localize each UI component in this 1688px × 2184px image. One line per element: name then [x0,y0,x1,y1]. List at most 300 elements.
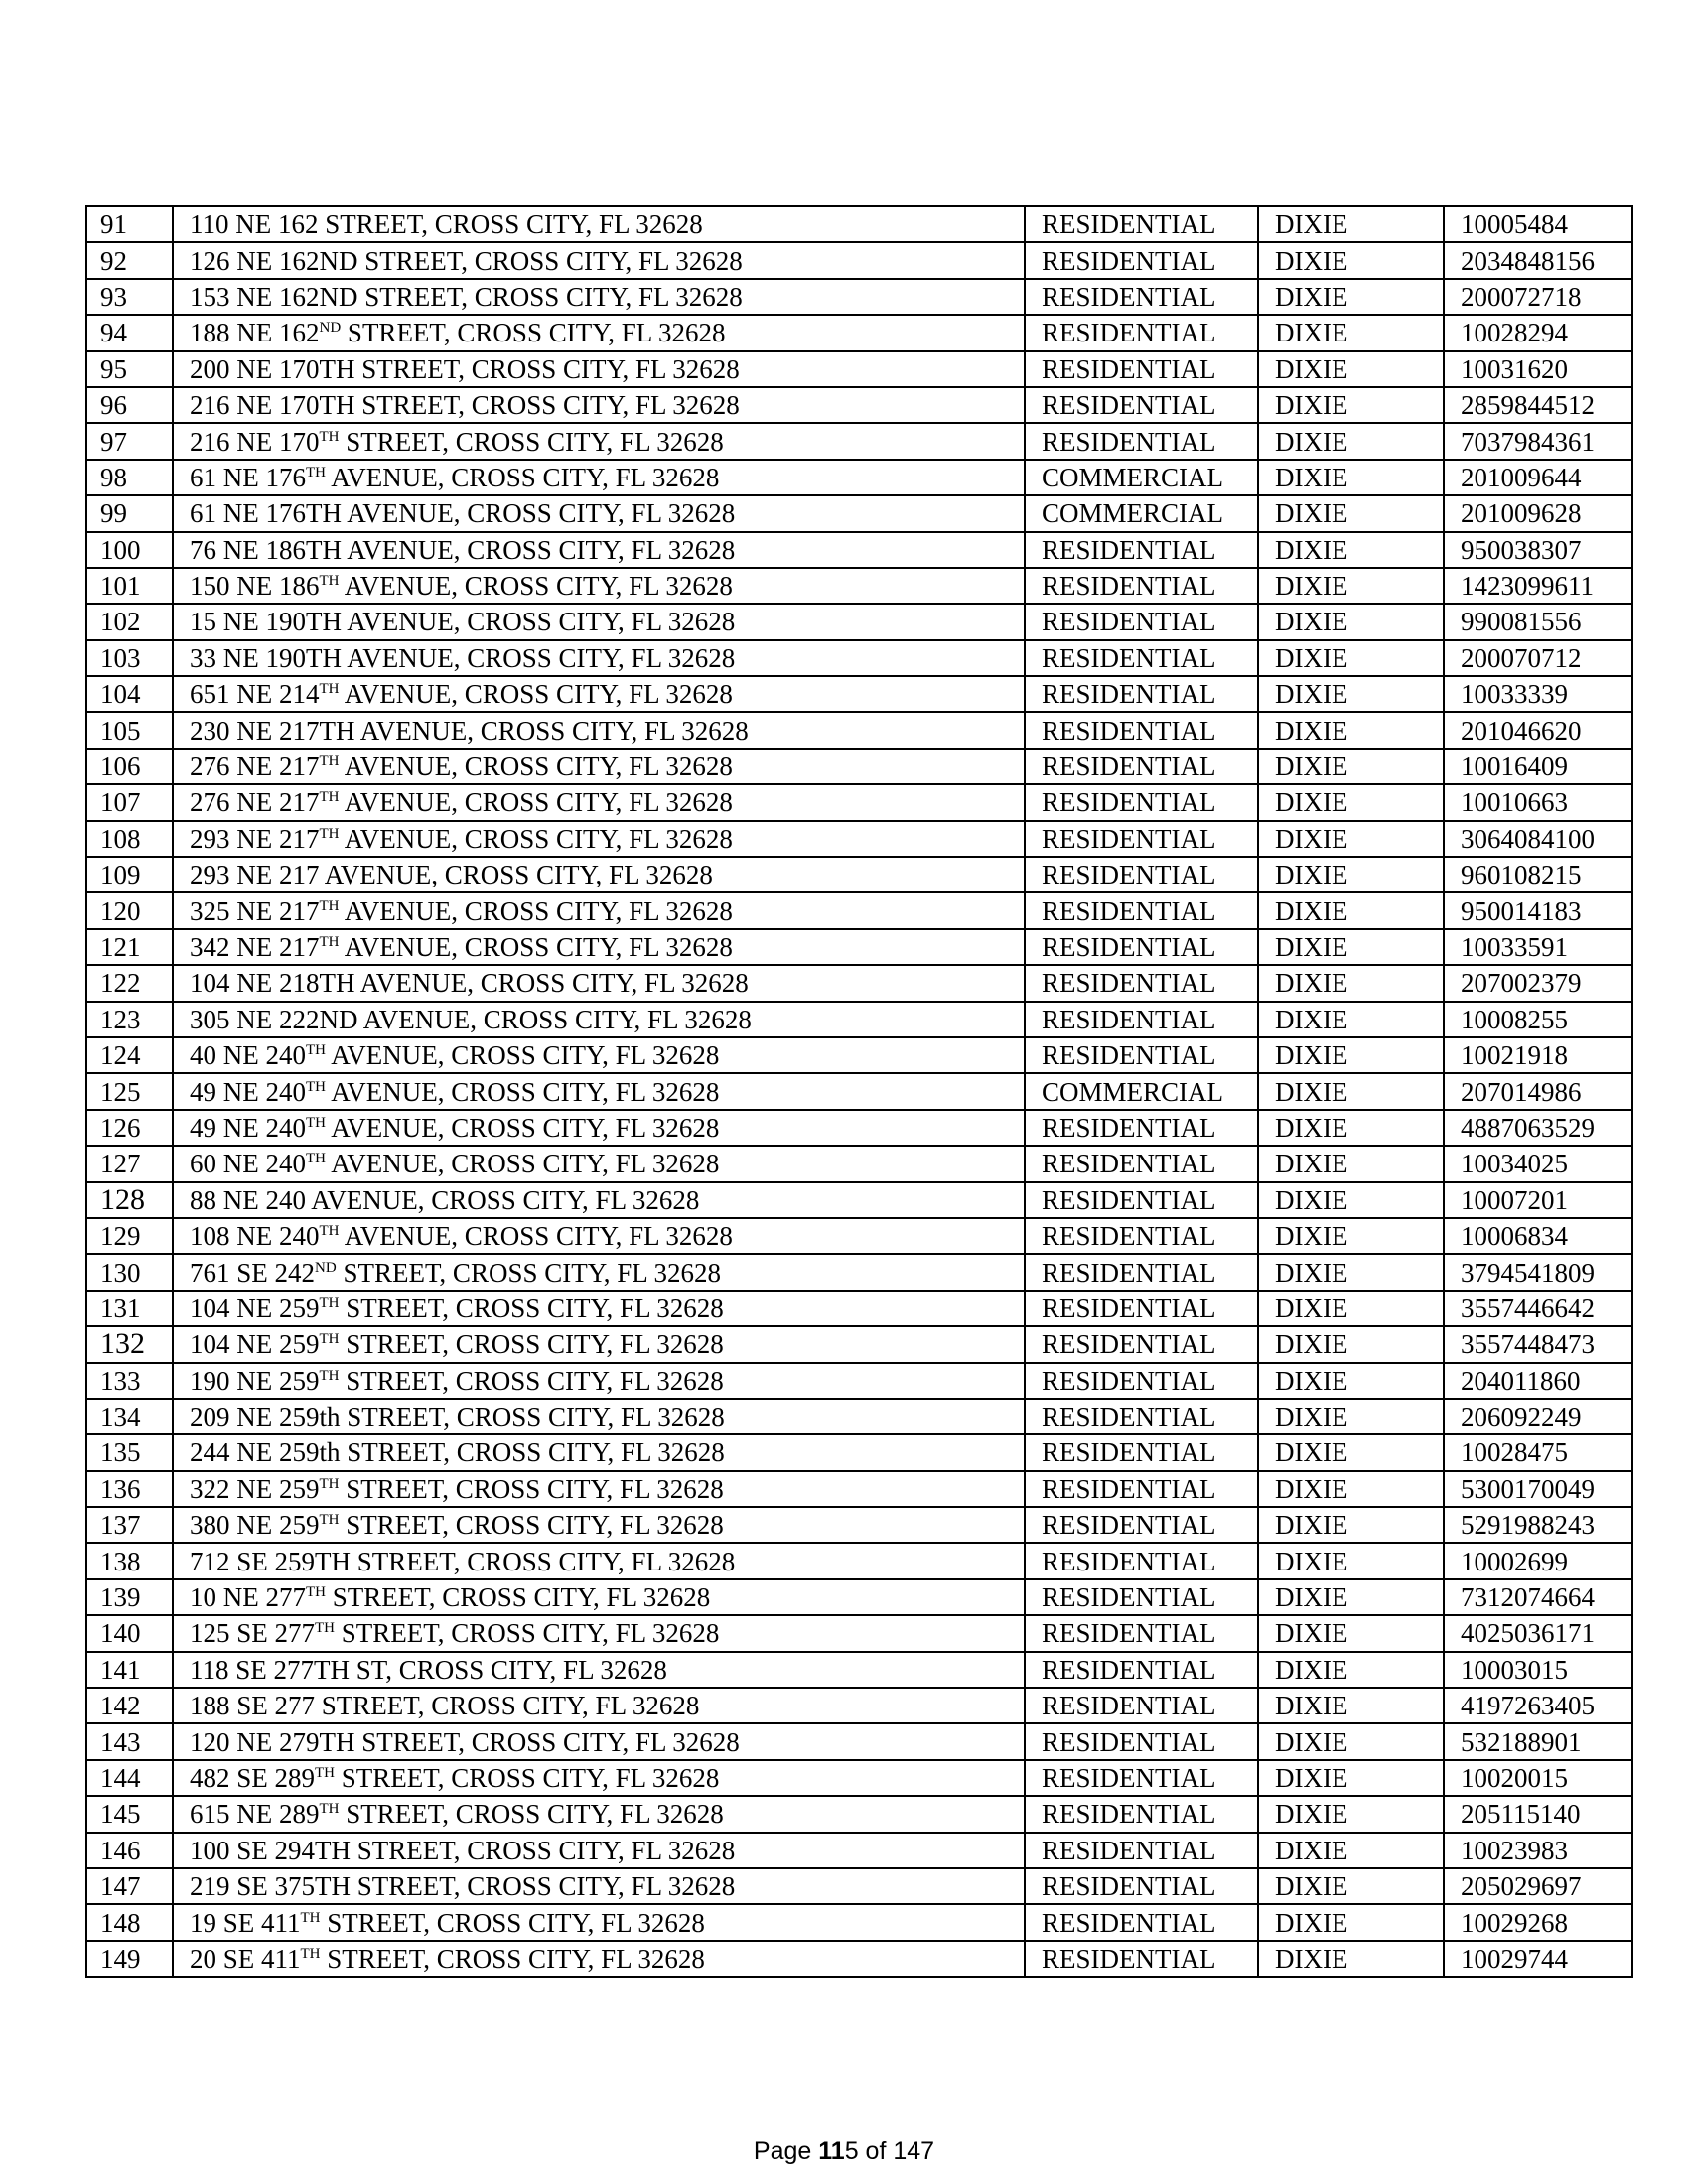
property-type-cell: RESIDENTIAL [1025,712,1258,748]
table-row [86,965,1632,1001]
address-cell [173,1796,1025,1832]
property-type-cell: RESIDENTIAL [1025,423,1258,459]
account-id-cell: 207014986 [1444,1073,1632,1109]
ordinal-suffix: TH [315,1764,336,1781]
row-number-cell: 133 [86,1363,173,1399]
address-text-rest: STREET, CROSS CITY, FL 32628 [339,1293,724,1323]
county-cell: DIXIE [1258,1796,1444,1832]
account-id-cell: 10028294 [1444,315,1632,350]
row-number-cell: 92 [86,242,173,278]
address-text: 651 NE 214 [190,679,320,710]
property-type-cell: RESIDENTIAL [1025,1363,1258,1399]
address-cell [173,676,1025,712]
account-id-cell: 960108215 [1444,857,1632,892]
address-text-rest: STREET, CROSS CITY, FL 32628 [341,318,726,348]
address-cell [173,1363,1025,1399]
address-text: 216 NE 170 [190,426,320,457]
account-id-cell: 206092249 [1444,1399,1632,1434]
address-cell [173,1471,1025,1507]
address-text: 293 NE 217 [190,823,320,854]
table-row [86,892,1632,928]
table-row [86,1904,1632,1940]
footer-prefix: Page [753,2137,819,2165]
row-number-cell: 109 [86,857,173,892]
address-cell [173,1579,1025,1615]
county-cell: DIXIE [1258,1760,1444,1796]
address-text: 216 NE 170TH STREET, CROSS CITY, FL 32628 [190,390,740,421]
address-text-rest: AVENUE, CROSS CITY, FL 32628 [326,1040,720,1071]
address-cell [173,1037,1025,1073]
row-number-cell: 132 [86,1326,173,1362]
address-text-rest: AVENUE, CROSS CITY, FL 32628 [339,895,733,926]
county-cell: DIXIE [1258,1254,1444,1290]
address-text: 230 NE 217TH AVENUE, CROSS CITY, FL 32628 [190,715,749,746]
table-row [86,1326,1632,1362]
property-type-cell: RESIDENTIAL [1025,929,1258,965]
ordinal-suffix: TH [319,753,340,770]
county-cell: DIXIE [1258,206,1444,242]
table-row [86,1399,1632,1434]
table-row [86,387,1632,423]
table-row [86,1073,1632,1109]
ordinal-suffix: ND [319,320,342,337]
table-row [86,1110,1632,1146]
table-row [86,640,1632,676]
table-row [86,1507,1632,1543]
property-type-cell: RESIDENTIAL [1025,1833,1258,1868]
property-type-cell: RESIDENTIAL [1025,315,1258,350]
address-text-rest: AVENUE, CROSS CITY, FL 32628 [326,462,720,492]
county-cell: DIXIE [1258,676,1444,712]
property-type-cell: RESIDENTIAL [1025,568,1258,604]
address-cell [173,1904,1025,1940]
address-cell [173,532,1025,568]
address-text-rest: AVENUE, CROSS CITY, FL 32628 [339,823,733,854]
address-cell [173,1652,1025,1688]
table-row [86,929,1632,965]
address-cell [173,1543,1025,1578]
account-id-cell: 10034025 [1444,1146,1632,1181]
address-cell [173,640,1025,676]
address-cell [173,1146,1025,1181]
property-type-cell: RESIDENTIAL [1025,1291,1258,1326]
ordinal-suffix: TH [306,1078,326,1095]
address-text: 482 SE 289 [190,1762,316,1793]
county-cell: DIXIE [1258,460,1444,495]
row-number-cell: 103 [86,640,173,676]
table-row [86,1615,1632,1651]
table-row [86,1652,1632,1688]
row-number-cell: 146 [86,1833,173,1868]
property-type-cell: RESIDENTIAL [1025,1254,1258,1290]
address-text: 219 SE 375TH STREET, CROSS CITY, FL 32628 [190,1871,736,1902]
county-cell: DIXIE [1258,821,1444,857]
property-type-cell: RESIDENTIAL [1025,1507,1258,1543]
county-cell: DIXIE [1258,1833,1444,1868]
table-row [86,1182,1632,1218]
property-type-cell: RESIDENTIAL [1025,1218,1258,1254]
address-cell [173,351,1025,387]
records-table-body [86,206,1632,1977]
account-id-cell: 3064084100 [1444,821,1632,857]
table-row [86,784,1632,820]
address-cell [173,712,1025,748]
property-type-cell: RESIDENTIAL [1025,1326,1258,1362]
account-id-cell: 7037984361 [1444,423,1632,459]
address-cell [173,1507,1025,1543]
address-cell [173,1254,1025,1290]
property-type-cell: RESIDENTIAL [1025,1002,1258,1037]
ordinal-suffix: TH [300,1945,321,1962]
row-number-cell: 120 [86,892,173,928]
table-row [86,749,1632,784]
address-text: 100 SE 294TH STREET, CROSS CITY, FL 32628 [190,1835,736,1865]
table-row [86,532,1632,568]
property-type-cell: RESIDENTIAL [1025,604,1258,639]
county-cell: DIXIE [1258,279,1444,315]
county-cell: DIXIE [1258,784,1444,820]
property-type-cell: RESIDENTIAL [1025,279,1258,315]
row-number-cell: 136 [86,1471,173,1507]
county-cell: DIXIE [1258,495,1444,531]
account-id-cell: 5300170049 [1444,1471,1632,1507]
row-number-cell: 96 [86,387,173,423]
county-cell: DIXIE [1258,712,1444,748]
row-number-cell: 140 [86,1615,173,1651]
ordinal-suffix: TH [319,789,340,806]
table-row [86,1434,1632,1470]
property-type-cell: COMMERCIAL [1025,495,1258,531]
address-text: 15 NE 190TH AVENUE, CROSS CITY, FL 32628 [190,607,736,637]
address-cell [173,857,1025,892]
address-cell [173,460,1025,495]
row-number-cell: 102 [86,604,173,639]
county-cell: DIXIE [1258,1434,1444,1470]
address-cell [173,568,1025,604]
row-number-cell: 100 [86,532,173,568]
ordinal-suffix: TH [315,1620,336,1637]
address-cell [173,1002,1025,1037]
address-text-rest: STREET, CROSS CITY, FL 32628 [336,1257,721,1288]
row-number-cell: 137 [86,1507,173,1543]
property-type-cell: RESIDENTIAL [1025,1110,1258,1146]
address-text: 19 SE 411 [190,1907,301,1938]
property-type-cell: RESIDENTIAL [1025,1688,1258,1723]
property-type-cell: RESIDENTIAL [1025,821,1258,857]
table-row [86,1037,1632,1073]
county-cell: DIXIE [1258,1941,1444,1977]
row-number-cell: 108 [86,821,173,857]
address-cell [173,1760,1025,1796]
address-text-rest: STREET, CROSS CITY, FL 32628 [335,1762,720,1793]
address-cell [173,279,1025,315]
account-id-cell: 204011860 [1444,1363,1632,1399]
table-row [86,676,1632,712]
property-type-cell: RESIDENTIAL [1025,387,1258,423]
ordinal-suffix: TH [319,1475,340,1492]
address-cell [173,1833,1025,1868]
address-text: 293 NE 217 AVENUE, CROSS CITY, FL 32628 [190,860,713,890]
address-cell [173,749,1025,784]
table-row [86,423,1632,459]
address-cell [173,1399,1025,1434]
address-text: 110 NE 162 STREET, CROSS CITY, FL 32628 [190,209,703,240]
address-text: 188 NE 162 [190,318,320,348]
row-number-cell: 134 [86,1399,173,1434]
address-text: 305 NE 222ND AVENUE, CROSS CITY, FL 32628 [190,1004,752,1034]
table-row [86,1543,1632,1578]
ordinal-suffix: TH [319,1331,340,1348]
account-id-cell: 3794541809 [1444,1254,1632,1290]
county-cell: DIXIE [1258,892,1444,928]
address-text: 209 NE 259th STREET, CROSS CITY, FL 32628 [190,1402,725,1433]
account-id-cell: 10031620 [1444,351,1632,387]
account-id-cell: 10033339 [1444,676,1632,712]
table-row [86,1868,1632,1904]
address-cell [173,929,1025,965]
table-row [86,351,1632,387]
account-id-cell: 10016409 [1444,749,1632,784]
account-id-cell: 4197263405 [1444,1688,1632,1723]
address-cell [173,495,1025,531]
address-text-rest: STREET, CROSS CITY, FL 32628 [339,1329,724,1360]
footer-page-rest: 5 [844,2137,859,2165]
address-text-rest: AVENUE, CROSS CITY, FL 32628 [339,571,733,602]
address-text: 150 NE 186 [190,571,320,602]
account-id-cell: 201046620 [1444,712,1632,748]
account-id-cell: 10006834 [1444,1218,1632,1254]
address-cell [173,1110,1025,1146]
address-text: 76 NE 186TH AVENUE, CROSS CITY, FL 32628 [190,534,736,565]
address-text: 88 NE 240 AVENUE, CROSS CITY, FL 32628 [190,1184,700,1215]
account-id-cell: 200070712 [1444,640,1632,676]
address-text: 244 NE 259th STREET, CROSS CITY, FL 32628 [190,1437,725,1468]
address-cell [173,965,1025,1001]
row-number-cell: 97 [86,423,173,459]
address-text: 61 NE 176 [190,462,306,492]
row-number-cell: 93 [86,279,173,315]
county-cell: DIXIE [1258,604,1444,639]
row-number-cell: 123 [86,1002,173,1037]
table-row [86,1579,1632,1615]
row-number-cell: 147 [86,1868,173,1904]
account-id-cell: 205115140 [1444,1796,1632,1832]
county-cell: DIXIE [1258,1868,1444,1904]
account-id-cell: 4025036171 [1444,1615,1632,1651]
account-id-cell: 2859844512 [1444,387,1632,423]
county-cell: DIXIE [1258,1363,1444,1399]
account-id-cell: 1423099611 [1444,568,1632,604]
table-row [86,1688,1632,1723]
table-row [86,495,1632,531]
ordinal-suffix: TH [319,1367,340,1384]
county-cell: DIXIE [1258,1471,1444,1507]
county-cell: DIXIE [1258,423,1444,459]
account-id-cell: 950014183 [1444,892,1632,928]
address-text-rest: AVENUE, CROSS CITY, FL 32628 [339,932,733,962]
address-cell [173,1218,1025,1254]
account-id-cell: 4887063529 [1444,1110,1632,1146]
row-number-cell: 94 [86,315,173,350]
address-text: 153 NE 162ND STREET, CROSS CITY, FL 32628 [190,281,743,312]
address-text: 61 NE 176TH AVENUE, CROSS CITY, FL 32628 [190,498,736,529]
county-cell: DIXIE [1258,568,1444,604]
address-cell [173,242,1025,278]
property-type-cell: RESIDENTIAL [1025,749,1258,784]
property-type-cell: RESIDENTIAL [1025,1146,1258,1181]
property-type-cell: RESIDENTIAL [1025,1941,1258,1977]
address-text: 190 NE 259 [190,1365,320,1396]
table-row [86,1146,1632,1181]
address-text-rest: STREET, CROSS CITY, FL 32628 [326,1582,711,1613]
row-number-cell: 91 [86,206,173,242]
address-text-rest: AVENUE, CROSS CITY, FL 32628 [339,787,733,818]
property-type-cell: RESIDENTIAL [1025,532,1258,568]
table-row [86,1760,1632,1796]
address-text: 49 NE 240 [190,1112,306,1143]
ordinal-suffix: TH [306,464,326,480]
table-row [86,1254,1632,1290]
table-row [86,1291,1632,1326]
row-number-cell: 144 [86,1760,173,1796]
address-text-rest: AVENUE, CROSS CITY, FL 32628 [339,1221,733,1252]
address-text-rest: AVENUE, CROSS CITY, FL 32628 [339,679,733,710]
address-text: 104 NE 218TH AVENUE, CROSS CITY, FL 32628 [190,968,749,999]
table-row [86,1218,1632,1254]
address-text: 104 NE 259 [190,1293,320,1323]
county-cell: DIXIE [1258,1146,1444,1181]
county-cell: DIXIE [1258,1002,1444,1037]
account-id-cell: 7312074664 [1444,1579,1632,1615]
property-type-cell: COMMERCIAL [1025,1073,1258,1109]
property-type-cell: RESIDENTIAL [1025,242,1258,278]
account-id-cell: 3557446642 [1444,1291,1632,1326]
row-number-cell: 107 [86,784,173,820]
ordinal-suffix: TH [319,428,340,445]
address-cell [173,315,1025,350]
table-row [86,279,1632,315]
account-id-cell: 201009644 [1444,460,1632,495]
property-type-cell: RESIDENTIAL [1025,1182,1258,1218]
county-cell: DIXIE [1258,315,1444,350]
county-cell: DIXIE [1258,1291,1444,1326]
footer-page-bold: 11 [818,2137,845,2165]
county-cell: DIXIE [1258,1688,1444,1723]
address-text: 325 NE 217 [190,895,320,926]
address-text: 33 NE 190TH AVENUE, CROSS CITY, FL 32628 [190,642,736,673]
account-id-cell: 990081556 [1444,604,1632,639]
property-type-cell: RESIDENTIAL [1025,965,1258,1001]
property-type-cell: RESIDENTIAL [1025,1543,1258,1578]
row-number-cell: 98 [86,460,173,495]
county-cell: DIXIE [1258,1904,1444,1940]
address-text: 188 SE 277 STREET, CROSS CITY, FL 32628 [190,1691,700,1721]
table-row [86,206,1632,242]
row-number-cell: 125 [86,1073,173,1109]
row-number-cell: 104 [86,676,173,712]
address-text: 125 SE 277 [190,1618,316,1649]
account-id-cell: 10010663 [1444,784,1632,820]
account-id-cell: 10029268 [1444,1904,1632,1940]
account-id-cell: 532188901 [1444,1723,1632,1759]
address-text: 276 NE 217 [190,787,320,818]
row-number-cell: 149 [86,1941,173,1977]
ordinal-suffix: TH [319,573,340,590]
ordinal-suffix: TH [319,897,340,914]
county-cell: DIXIE [1258,1399,1444,1434]
address-cell [173,387,1025,423]
address-text: 20 SE 411 [190,1943,301,1974]
address-text-rest: STREET, CROSS CITY, FL 32628 [320,1907,705,1938]
table-row [86,460,1632,495]
row-number-cell: 143 [86,1723,173,1759]
account-id-cell: 201009628 [1444,495,1632,531]
account-id-cell: 950038307 [1444,532,1632,568]
address-text-rest: STREET, CROSS CITY, FL 32628 [339,1473,724,1504]
county-cell: DIXIE [1258,387,1444,423]
ordinal-suffix: TH [306,1042,326,1059]
row-number-cell: 129 [86,1218,173,1254]
property-type-cell: RESIDENTIAL [1025,1796,1258,1832]
address-cell [173,423,1025,459]
account-id-cell: 10008255 [1444,1002,1632,1037]
county-cell: DIXIE [1258,1723,1444,1759]
address-text: 126 NE 162ND STREET, CROSS CITY, FL 32628 [190,245,743,276]
property-type-cell: RESIDENTIAL [1025,784,1258,820]
property-type-cell: RESIDENTIAL [1025,1579,1258,1615]
table-row [86,242,1632,278]
row-number-cell: 131 [86,1291,173,1326]
account-id-cell: 10002699 [1444,1543,1632,1578]
table-row [86,1363,1632,1399]
address-cell [173,1723,1025,1759]
county-cell: DIXIE [1258,351,1444,387]
account-id-cell: 10029744 [1444,1941,1632,1977]
row-number-cell: 101 [86,568,173,604]
records-table [85,205,1633,1978]
property-type-cell: RESIDENTIAL [1025,1723,1258,1759]
county-cell: DIXIE [1258,640,1444,676]
address-cell [173,1291,1025,1326]
account-id-cell: 3557448473 [1444,1326,1632,1362]
row-number-cell: 121 [86,929,173,965]
ordinal-suffix: ND [315,1259,337,1276]
ordinal-suffix: TH [300,1909,321,1926]
row-number-cell: 142 [86,1688,173,1723]
county-cell: DIXIE [1258,1218,1444,1254]
row-number-cell: 138 [86,1543,173,1578]
row-number-cell: 127 [86,1146,173,1181]
row-number-cell: 95 [86,351,173,387]
address-text: 761 SE 242 [190,1257,316,1288]
address-text: 322 NE 259 [190,1473,320,1504]
ordinal-suffix: TH [319,681,340,698]
property-type-cell: COMMERCIAL [1025,460,1258,495]
row-number-cell: 124 [86,1037,173,1073]
account-id-cell: 205029697 [1444,1868,1632,1904]
county-cell: DIXIE [1258,1543,1444,1578]
account-id-cell: 5291988243 [1444,1507,1632,1543]
table-row [86,712,1632,748]
row-number-cell: 135 [86,1434,173,1470]
table-row [86,1723,1632,1759]
address-text: 10 NE 277 [190,1582,306,1613]
address-cell [173,1868,1025,1904]
table-row [86,315,1632,350]
address-text-rest: AVENUE, CROSS CITY, FL 32628 [339,751,733,782]
row-number-cell: 105 [86,712,173,748]
address-text-rest: STREET, CROSS CITY, FL 32628 [335,1618,720,1649]
